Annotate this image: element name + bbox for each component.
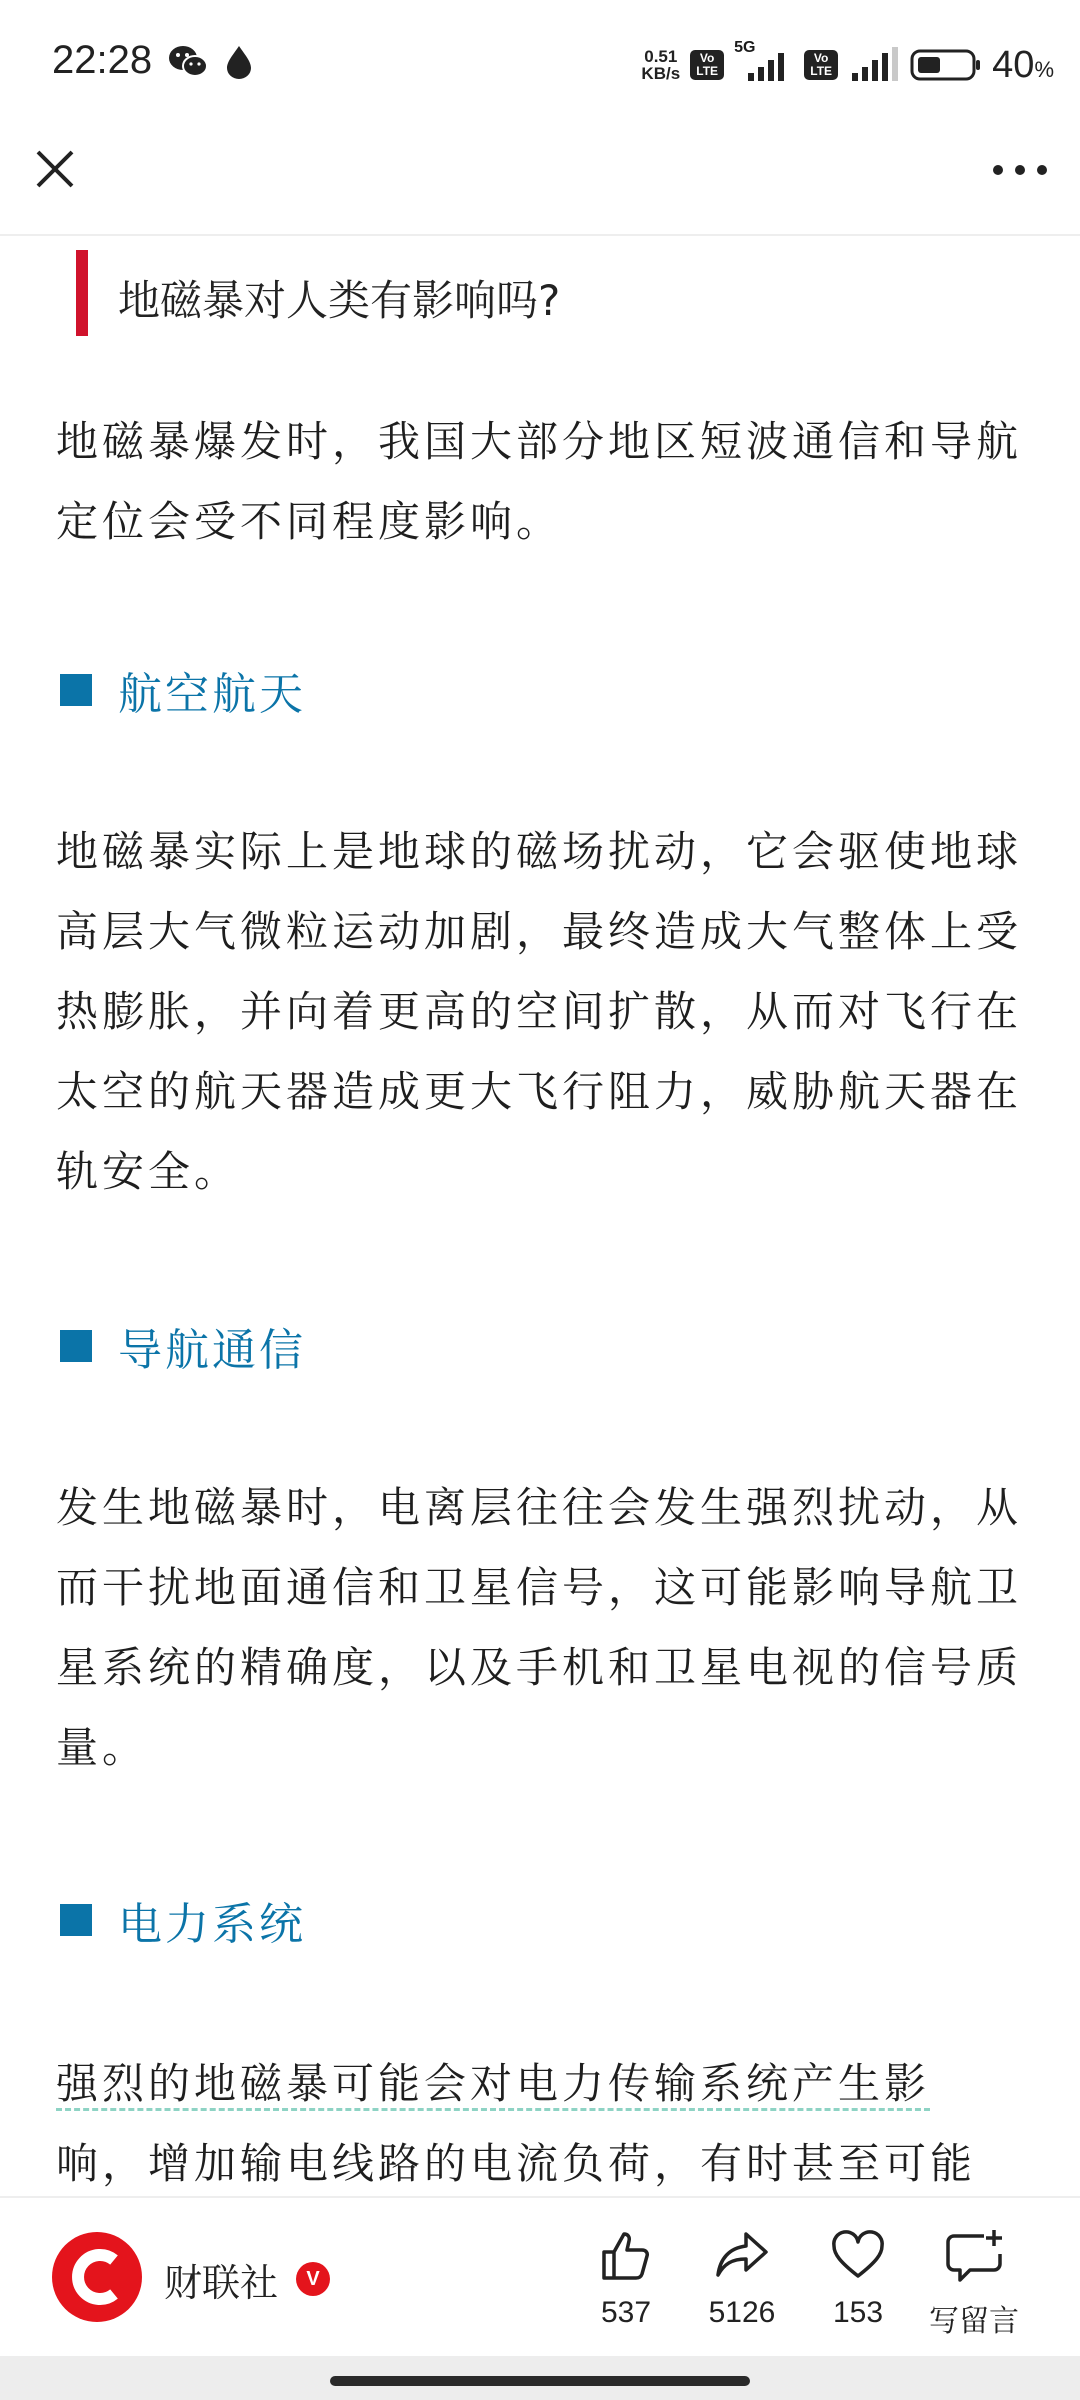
battery-icon bbox=[910, 47, 982, 83]
source-logo[interactable] bbox=[52, 2232, 142, 2322]
share-icon bbox=[714, 2228, 770, 2284]
battery-percent: 40% bbox=[992, 43, 1054, 86]
thumbs-up-icon bbox=[598, 2228, 654, 2284]
section-title: 航空航天 bbox=[118, 669, 306, 720]
network-speed: 0.51 KB/s bbox=[641, 47, 681, 83]
home-indicator[interactable] bbox=[330, 2376, 750, 2386]
comment-button[interactable] bbox=[914, 2228, 1034, 2340]
section-body-line-highlighted[interactable]: 强烈的地磁暴可能会对电力传输系统产生影 bbox=[56, 2059, 930, 2111]
bottom-action-bar bbox=[0, 2196, 1080, 2358]
status-right-group bbox=[641, 40, 1054, 90]
section-title: 电力系统 bbox=[118, 1899, 306, 1950]
signal-icon-2 bbox=[848, 45, 900, 85]
section-body-power bbox=[56, 2044, 1024, 2204]
section-heading-aerospace bbox=[60, 660, 306, 720]
heart-icon bbox=[830, 2228, 886, 2284]
section-bullet bbox=[60, 1904, 92, 1936]
top-navbar bbox=[0, 130, 1080, 236]
comment-label: 写留言 bbox=[929, 2304, 1019, 2339]
section-body-navigation: 发生地磁暴时，电离层往往会发生强烈扰动，从而干扰地面通信和卫星信号，这可能影响导航卫星系统的精确度，以及手机和卫星电视的信号质量。 bbox=[56, 1483, 1023, 1772]
article-intro: 地磁暴爆发时，我国大部分地区短波通信和导航定位会受不同程度影响。 bbox=[56, 417, 1023, 546]
signal-icon: 5G bbox=[734, 45, 794, 85]
section-bullet bbox=[60, 1330, 92, 1362]
section-body-line: 响，增加输电线路的电流负荷，有时甚至可能 bbox=[56, 2139, 977, 2188]
section-body-aerospace: 地磁暴实际上是地球的磁场扰动，它会驱使地球高层大气微粒运动加剧，最终造成大气整体上受热膨胀，并向着更高的空间扩散，从而对飞行在太空的航天器造成更大飞行阻力，威胁航天器在轨安全。 bbox=[56, 827, 1023, 1196]
comment-add-icon bbox=[944, 2228, 1004, 2284]
quote-bar bbox=[76, 250, 88, 336]
section-bullet bbox=[60, 674, 92, 706]
system-gesture-bar bbox=[0, 2356, 1080, 2400]
status-time: 22:28 bbox=[52, 38, 153, 82]
share-button[interactable] bbox=[682, 2228, 802, 2330]
drop-icon bbox=[224, 44, 254, 80]
section-heading-navigation bbox=[60, 1316, 306, 1376]
wechat-icon bbox=[168, 44, 208, 80]
close-icon[interactable] bbox=[30, 144, 80, 194]
share-count: 5126 bbox=[708, 2296, 776, 2329]
like-button[interactable] bbox=[566, 2228, 686, 2330]
volte-badge-2: Vo LTE bbox=[804, 50, 838, 80]
favorite-button[interactable] bbox=[798, 2228, 918, 2330]
source-name[interactable]: 财联社 bbox=[164, 2261, 279, 2305]
section-title: 导航通信 bbox=[118, 1325, 306, 1376]
favorite-count: 153 bbox=[832, 2296, 884, 2329]
status-bar bbox=[0, 0, 1080, 130]
like-count: 537 bbox=[600, 2296, 652, 2329]
volte-badge-1: Vo LTE bbox=[690, 50, 724, 80]
verified-badge: V bbox=[296, 2262, 330, 2296]
quote-heading-text: 地磁暴对人类有影响吗? bbox=[118, 276, 561, 325]
more-icon[interactable] bbox=[990, 150, 1050, 190]
section-heading-power bbox=[60, 1890, 306, 1950]
